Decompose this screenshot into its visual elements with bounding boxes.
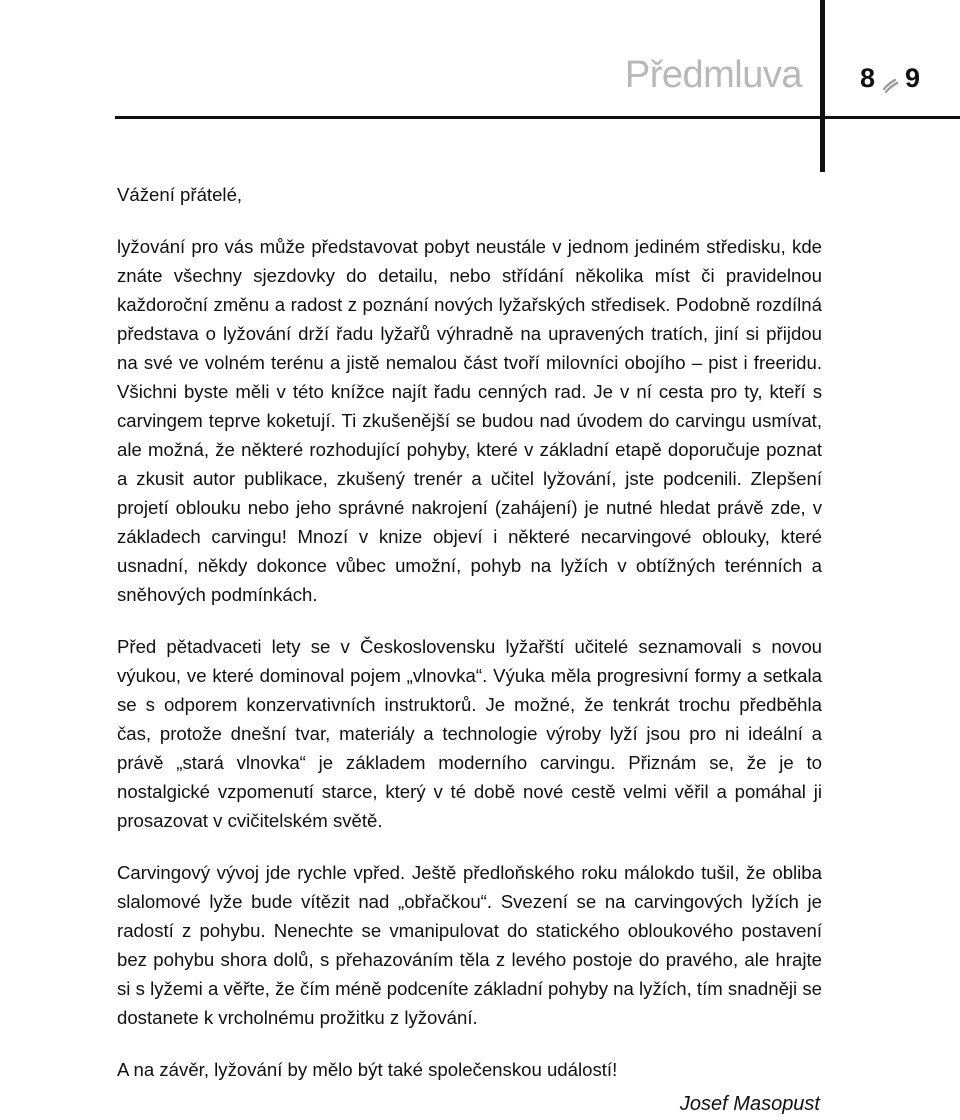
paragraph-3: Carvingový vývoj jde rychle vpřed. Ještě předloňského roku málokdo tušil, že obliba slalomové lyže bude vítězit nad „obřačkou“. Svezení se na carvingových lyžích je radostí z pohybu. Nenechte se vmanipulovat do statického obloukového postavení bez pohybu shora dolů, s přehazováním těla z levého postoje do pravého, ale hrajte si s lyžemi a věřte, že čím méně podceníte základní pohyby na lyžích, tím snadněji se dostanete k vrcholnému prožitku z lyžování. bbox=[117, 862, 822, 1028]
header-horizontal-rule bbox=[115, 116, 960, 119]
greeting: Vážení přátelé, bbox=[117, 184, 243, 205]
page-number-right: 9 bbox=[905, 63, 921, 93]
paragraph-4: A na závěr, lyžování by mělo být také společenskou událostí! bbox=[117, 1059, 618, 1080]
ski-tracks-icon bbox=[881, 69, 899, 87]
preface-body bbox=[117, 180, 822, 1107]
page-number-left: 8 bbox=[860, 63, 876, 93]
paragraph-2: Před pětadvaceti lety se v Československu lyžařští učitelé seznamovali s novou výukou, ve které dominoval pojem „vlnovka“. Výuka měla progresivní formy a setkala se s odporem konzervativních instruktorů. Je možné, že tenkrát trochu předběhla čas, protože dnešní tvar, materiály a technologie výroby lyží jsou pro ni ideální a právě „stará vlnovka“ je základem moderního carvingu. Přiznám se, že je to nostalgické vzpomenutí starce, který v té době nové cestě velmi věřil a pomáhal ji prosazovat v cvičitelském světě. bbox=[117, 636, 822, 831]
page-title: Předmluva bbox=[624, 54, 802, 96]
author-signature: Josef Masopust bbox=[679, 1093, 820, 1115]
header-vertical-rule bbox=[820, 0, 825, 172]
paragraph-1: lyžování pro vás může představovat pobyt neustále v jednom jediném středisku, kde znáte všechny sjezdovky do detailu, nebo střídání několika míst či pravidelnou každoroční změnu a radost z poznání nových lyžařských středisek. Podobně rozdílná představa o lyžování drží řadu lyžařů výhradně na upravených tratích, jiní si přijdou na své ve volném terénu a jistě nemalou část tvoří milovníci obojího – pist i freeridu. Všichni byste měli v této knížce najít řadu cenných rad. Je v ní cesta pro ty, kteří s carvingem teprve koketují. Ti zkušenější se budou nad úvodem do carvingu usmívat, ale možná, že některé rozhodující pohyby, které v základní etapě doporučuje poznat a zkusit autor publikace, zkušený trenér a učitel lyžování, jste podcenili. Zlepšení projetí oblouku nebo jeho správné nakrojení (zahájení) je nutné hledat právě zde, v základech carvingu! Mnozí v knize objeví i některé necarvingové oblouky, které usnadní, někdy dokonce vůbec umožní, pohyb na lyžích v obtížných terénních a sněhových podmínkách. bbox=[117, 236, 822, 605]
page-numbers bbox=[860, 62, 920, 94]
